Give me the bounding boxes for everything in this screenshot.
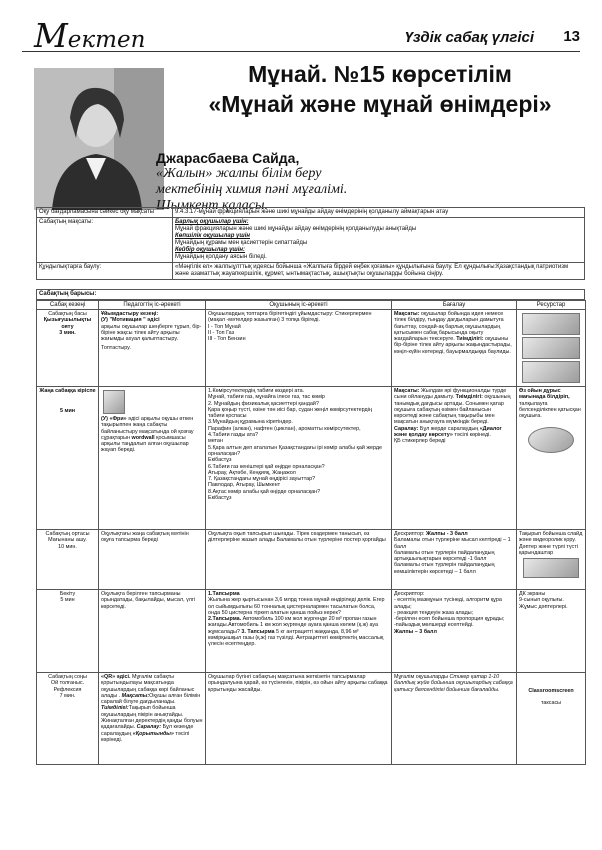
assessment-cell <box>392 310 517 387</box>
stage-cell <box>37 387 99 530</box>
cell-text: Баламалы отын түрлеріне мысал келтіреді – 1 балл <box>394 537 511 550</box>
author-block <box>156 150 347 214</box>
question: 1.Көмірсутектердің табиғи көздері ата. <box>208 388 305 394</box>
cell-text: 9-сынып оқулығы. <box>519 597 564 604</box>
cell-text: Стикер қатар 1-10 баллдық жүйе бойынша оқушылардың сабаққа қатысу белсенділігі бойынша бағалайды. <box>394 674 513 693</box>
lesson-plan-title: Сабақтың барысы: <box>36 289 585 300</box>
answer: Екібастұз <box>208 495 232 502</box>
cell-text: I - Топ Мұнай <box>208 323 241 330</box>
page-header <box>22 16 580 55</box>
stage-name: Сабақтың ортасы <box>45 531 90 537</box>
cell-text: Тақырып бойынша оқушылардың пікірін анықтайды. Жинақталған деректердің қаңды болуын қадағалайды. <box>101 705 203 731</box>
resources-cell <box>517 310 586 387</box>
lesson-meta-table <box>36 207 585 280</box>
cell-text: Бұл жерде саралаудың <box>419 425 479 432</box>
meta-key: Құндылықтарға баулу: <box>37 263 173 280</box>
poster-image <box>523 558 579 578</box>
assessment-cell <box>392 530 517 590</box>
cell-text: Тақырып бойынша слайд және видеоролик қору. <box>519 531 583 544</box>
stage-time: 10 мин. <box>58 543 77 550</box>
student-cell <box>206 590 392 673</box>
stage-time: 7 мин. <box>59 692 76 699</box>
assessment-cell <box>392 387 517 530</box>
cell-text: баламалы отын түрлерін пайдаланудың артықшылықтарын көрсетеді -1 балл <box>394 549 495 563</box>
cell-text: арқылы оқушылар шеңберге тұрып, бір-біріне жақсы тілек айту арқылы жағымды ахуал қалыптастыру. <box>101 323 202 343</box>
answer: Қара қоңыр түсті, өзіне тән иісі бар, судан жеңіл көмірсутектердің табиғи қоспасы <box>208 406 372 420</box>
goal-heading: Көпшілік оқушылар үшін <box>175 233 250 239</box>
cell-label: Classroomscreen <box>528 688 574 694</box>
goal-heading: Барлық оқушылар үшін: <box>175 219 249 225</box>
resources-cell <box>517 530 586 590</box>
cell-text: таксасы <box>540 700 562 707</box>
cell-label: Саралау: <box>394 425 419 432</box>
teacher-cell: Оқулықтағы жаңа сабақтың мәтінін оқуға тапсырма береді <box>99 530 206 590</box>
student-cell <box>206 310 392 387</box>
meta-key: Оқу бағдарламасына сәйкес оқу мақсаты <box>37 208 173 218</box>
slide-image <box>522 337 580 359</box>
cell-text: оқушының танымдық дағдысы артады. Сонымен қатар оқушыға сабақтың өзімен байланысын көрсетеді және сабақтың тақырыбы мен мақсатын анықтауға мүмкіндік береді. <box>394 394 511 426</box>
answer: Мұнай, табиғи газ, мұнайға ілесе газ, тас көмір <box>208 394 325 401</box>
assessment-cell <box>392 590 517 673</box>
lesson-plan-table <box>36 300 586 765</box>
resources-cell <box>517 387 586 530</box>
rubric-label: Үздік сабақ үлгісі <box>404 29 534 46</box>
stage-subtitle: Қызығушылықты ояту <box>43 317 92 330</box>
cell-label: «Диалог және қолдау көрсету» <box>394 425 502 439</box>
cell-label: Тиімділігі: <box>455 394 483 401</box>
answer: Парафин (алкан), нафтен (циклан), ароматты көмірсутектер, <box>208 425 361 432</box>
stage-cell <box>37 310 99 387</box>
meta-value: 9.4.3.17-мұнай фракцияларын және шикі мұнайды айдау өнімдерінің қолданылу аймақтарын атау <box>173 208 585 218</box>
meta-key: Сабақтың мақсаты: <box>37 218 173 263</box>
table-row <box>37 387 586 530</box>
resources-cell <box>517 673 586 765</box>
cell-text: тәсілі көрінеді. <box>454 432 491 439</box>
student-cell: Оқулықта оқып тапсырып шығады. Тірек сөздермен танысып, өз ділтерлеріне жазып алады Баламалы отын түрлеріне постер қорғайды <box>206 530 392 590</box>
table-row <box>37 310 586 387</box>
task-title: 1.Тапсырма <box>208 591 240 597</box>
resources-cell <box>517 590 586 673</box>
cell-text: -пайыздық мөлшерді есептейді. <box>394 622 474 629</box>
column-header: Бағалау <box>392 301 517 310</box>
author-city: Шымкент қаласы. <box>156 198 269 213</box>
cell-total: Жалпы - 3 балл <box>426 531 468 537</box>
cell-text: Жұмыс дәптерлері. <box>519 603 568 610</box>
goal-text: Мұнайдың құрамы мен қасиеттерін сипаттайды <box>175 240 308 246</box>
emoji-stickers-image <box>528 427 574 453</box>
student-cell: Оқушылар бүгінгі сабақтың мақсатына жеткізетін тапсырмалар орындалуына қарай, өз түсінгенін, пікірін, өз ойын айту арқылы сабаққа қорытынды жасайды. <box>206 673 392 765</box>
meta-value: «Мәңгілік ел» жалпыұлттық идеясы бойынша «Жалпыға бірдей еңбек қоғамы» құндылығына баулу. Ел құндылығы:Қазақстандық патриотизм және азаматтық жауапкершілік, құрмет, ынтымақтастық, ашықтықты оқушыларды бойына сіңіру. <box>173 263 585 280</box>
cell-label: Мақсаты: <box>394 311 420 317</box>
cell-text: - реакция теңдеуін жаза алады; <box>394 609 474 616</box>
cell-text: Оқушылардың топтарға бірігетіндігі ұйымдастыру: Стикерлермен (мақал -мәтелдер жазылған) 3 топқа бірігеді. <box>208 311 372 324</box>
cell-text: Жылдам әрі функционалды түрде сыни ойлануды дамыту. <box>394 388 507 401</box>
table-row <box>37 673 586 765</box>
question: 3.Мұнайдың құрамына кіретіндер. <box>208 419 293 426</box>
answer: Павлодар, Атырау, Шымкент <box>208 482 281 489</box>
magazine-logo: Мектеп <box>34 16 146 55</box>
cell-text: баламалы отын түрлерін пайдаланудың кемшіліктерін көрсетеді – 1 балл <box>394 562 495 575</box>
cell-text: (У) "Мотивация " әдісі <box>101 317 160 324</box>
stage-subtitle: Ой толғаныс. <box>50 680 85 687</box>
goal-heading: Кейбір оқушылар үшін: <box>175 247 246 253</box>
article-title-line-2: «Мұнай және мұнай өнімдері» <box>208 91 552 117</box>
cell-total: Жалпы – 3 балл <box>394 628 437 635</box>
table-row <box>37 530 586 590</box>
cell-label: Мақсаты: <box>121 692 150 699</box>
cell-text: әдісі арқылы оқушы өткен тақырыппен жаңа сабақты байланыстыру мақсатында ой қозғау сұрақтарын <box>101 416 194 441</box>
cell-label: Дескриптор: <box>394 591 425 597</box>
question: 5.Қара алтын деп аталатын Қазақстандағы ірі көмір алабы қай жерде орналасқан? <box>208 444 382 457</box>
stage-cell <box>37 530 99 590</box>
student-cell <box>206 387 392 530</box>
meta-row-objective <box>37 208 585 218</box>
teacher-cell <box>99 387 206 530</box>
question: 8.Ақтас көмір алабы қай өңірде орналасқан? <box>208 488 321 495</box>
cell-text: Ұйымдастыру кезеңі: <box>101 311 159 317</box>
article-title-line-1: Мұнай. №15 көрсетілім <box>248 61 512 87</box>
cell-text: Дәптер және түрлі түсті қарындаштар <box>519 543 578 556</box>
cell-text: Мұғалім оқушыларды <box>394 674 448 680</box>
goal-text: Мұнай фракцияларын және шикі мұнайды айдау өнімдерінің қолданылуды анықтайды <box>175 226 417 232</box>
cell-text: қосымшасы арқылы таңдалып алған оқушылар жауап береді. <box>101 434 189 454</box>
cell-text: Топтастыру. <box>101 345 131 352</box>
stage-name: Бекіту <box>59 591 76 597</box>
cell-label: «Қорытынды» <box>132 730 174 737</box>
stage-time: 5 мин <box>60 597 75 604</box>
task-text: 5 кг антрацитті жаққанда, 8,96 м³ көмірқышқыл газы (қ.ж) газ түзілді. Антрациттегі көміртектің массалық үлесін есептеңдер. <box>208 628 384 648</box>
answer: Екібастұз <box>208 457 232 464</box>
table-header-row <box>37 301 586 310</box>
author-name: Джарасбаева Сайда, <box>156 150 300 166</box>
cell-label: wordwall <box>131 434 155 441</box>
cell-text: ҚБ стикерлер береді <box>394 438 446 445</box>
answer: Атырау, Ақтөбе, Кеңқияқ, Жаңажол <box>208 469 296 476</box>
teacher-cell: Оқулықта берілген тапсырманы орындатады, бақылайды, мысал, үлгі көрсетеді. <box>99 590 206 673</box>
cell-text: -берілген есеп бойынша пропорция құрады; <box>394 616 505 623</box>
question: 2. Мұнайдың физикалық қасиеттері қандай? <box>208 400 319 407</box>
task-title: 2.Тапсырма. <box>208 616 242 623</box>
stage-time: 5 мин <box>59 408 76 415</box>
cell-label: (У) «Фри» <box>101 416 127 422</box>
author-school: «Жалын» жалпы білім беру <box>156 166 322 181</box>
question: 7. Қазақстандағы мұнай өңдірісі зауыттар? <box>208 476 316 483</box>
cell-label: Өз ойын дұрыс мағынада білдіріп, <box>519 388 570 401</box>
stage-name: Сабақтың басы <box>48 311 87 317</box>
cell-text: тәсілі көрінеді. <box>101 730 190 743</box>
cell-label: Мақсаты: <box>394 388 420 394</box>
column-header: Оқушының іс-әрекеті <box>206 301 392 310</box>
author-position: мектебінің химия пәні мұғалімі. <box>156 182 348 197</box>
stage-cell <box>37 673 99 765</box>
task-text: Жылына жер қыртысынан 3,6 млрд тонна мұнай өндіріледі делік. Егер ол сыйымдылығы 60 тонналық цистерналармен тасылатын болса, онда 50 цистерна тіркеп алатын қанша пойыз керек? <box>208 597 385 616</box>
cell-label: Саралау: <box>136 724 162 731</box>
cell-text: Оқушы алған білімін саралай білуге дағдыланады. <box>101 692 201 706</box>
column-header: Ресурстар <box>517 301 586 310</box>
stage-name: Сабақтың соңы <box>48 674 87 680</box>
cell-text: II - Топ Газ <box>208 329 235 336</box>
stage-subtitle: Мағынаны ашу. <box>48 537 87 544</box>
goal-text: Мұнайдың қолдану аясын біледі. <box>175 254 267 260</box>
teacher-cell <box>99 673 206 765</box>
cell-text: оқушыны бір-біріне тілек айту арқылы жақындастырады, көңіл-күйін көтереді, бауырмалдыққа баулиды. <box>394 336 512 355</box>
cell-text: - есептің мазмұнын түсінеді, алгоритм құра алады; <box>394 597 502 610</box>
question: 6.Табиғи газ кеніштері қай өңірде орналасқан? <box>208 463 325 470</box>
table-row <box>37 590 586 673</box>
column-header: Сабақ кезеңі <box>37 301 99 310</box>
slide-image <box>522 361 580 383</box>
stage-subtitle: Рефлексия <box>53 686 82 693</box>
author-photo <box>34 68 164 210</box>
slide-image <box>522 313 580 335</box>
teacher-cell <box>99 310 206 387</box>
cell-text: III - Топ Бензин <box>208 336 246 343</box>
meta-row-goals <box>37 218 585 263</box>
answer: метан <box>208 438 223 445</box>
question: 4.Табиғи газды ата? <box>208 432 259 439</box>
stage-time: 3 мин. <box>59 329 76 336</box>
task-text: Автомобиль 100 км жол жүргенде 20 м³ пропан газын жағады.Автомобиль 1 км жол жүргенде ауаға қанша көлем (қ.ж) ауа жұмсалады? <box>208 616 379 635</box>
page-number: 13 <box>563 28 580 45</box>
cell-label: Тиімділігі: <box>456 336 484 343</box>
cell-label: «QR» әдісі. <box>101 674 131 680</box>
meta-row-values <box>37 263 585 280</box>
cell-text: ДК экраны <box>519 591 546 597</box>
assessment-cell <box>392 673 517 765</box>
cell-text: талқылауға белсенділікпен қатысқан оқушыға. <box>519 400 581 420</box>
meta-value <box>173 218 585 263</box>
cell-text: Бұл кезеңде саралаудың <box>101 724 194 737</box>
cell-label: Тиімділігі: <box>101 705 129 712</box>
task-title: 3. Тапсырма <box>241 628 275 635</box>
cell-text: Мұғалім сабақты қорытындылауы мақсатында оқушылардың сабаққа көрі байланыс алады . <box>101 674 195 699</box>
pencils-image <box>103 390 125 414</box>
cell-text: оқушылар бойында идея немесе тілек білдіру, тыңдау дағдыларын дамытуға бағыттау, сондай-ақ барлық оқушылардың қатысымен сабақ барысында оқыту жағдайларын тексеруге. <box>394 311 504 343</box>
stage-name: Жаңа сабаққа кіріспе <box>39 388 96 394</box>
cell-label: Дескриптор: <box>394 531 425 537</box>
column-header: Педагогтің іс-әрекеті <box>99 301 206 310</box>
stage-cell <box>37 590 99 673</box>
